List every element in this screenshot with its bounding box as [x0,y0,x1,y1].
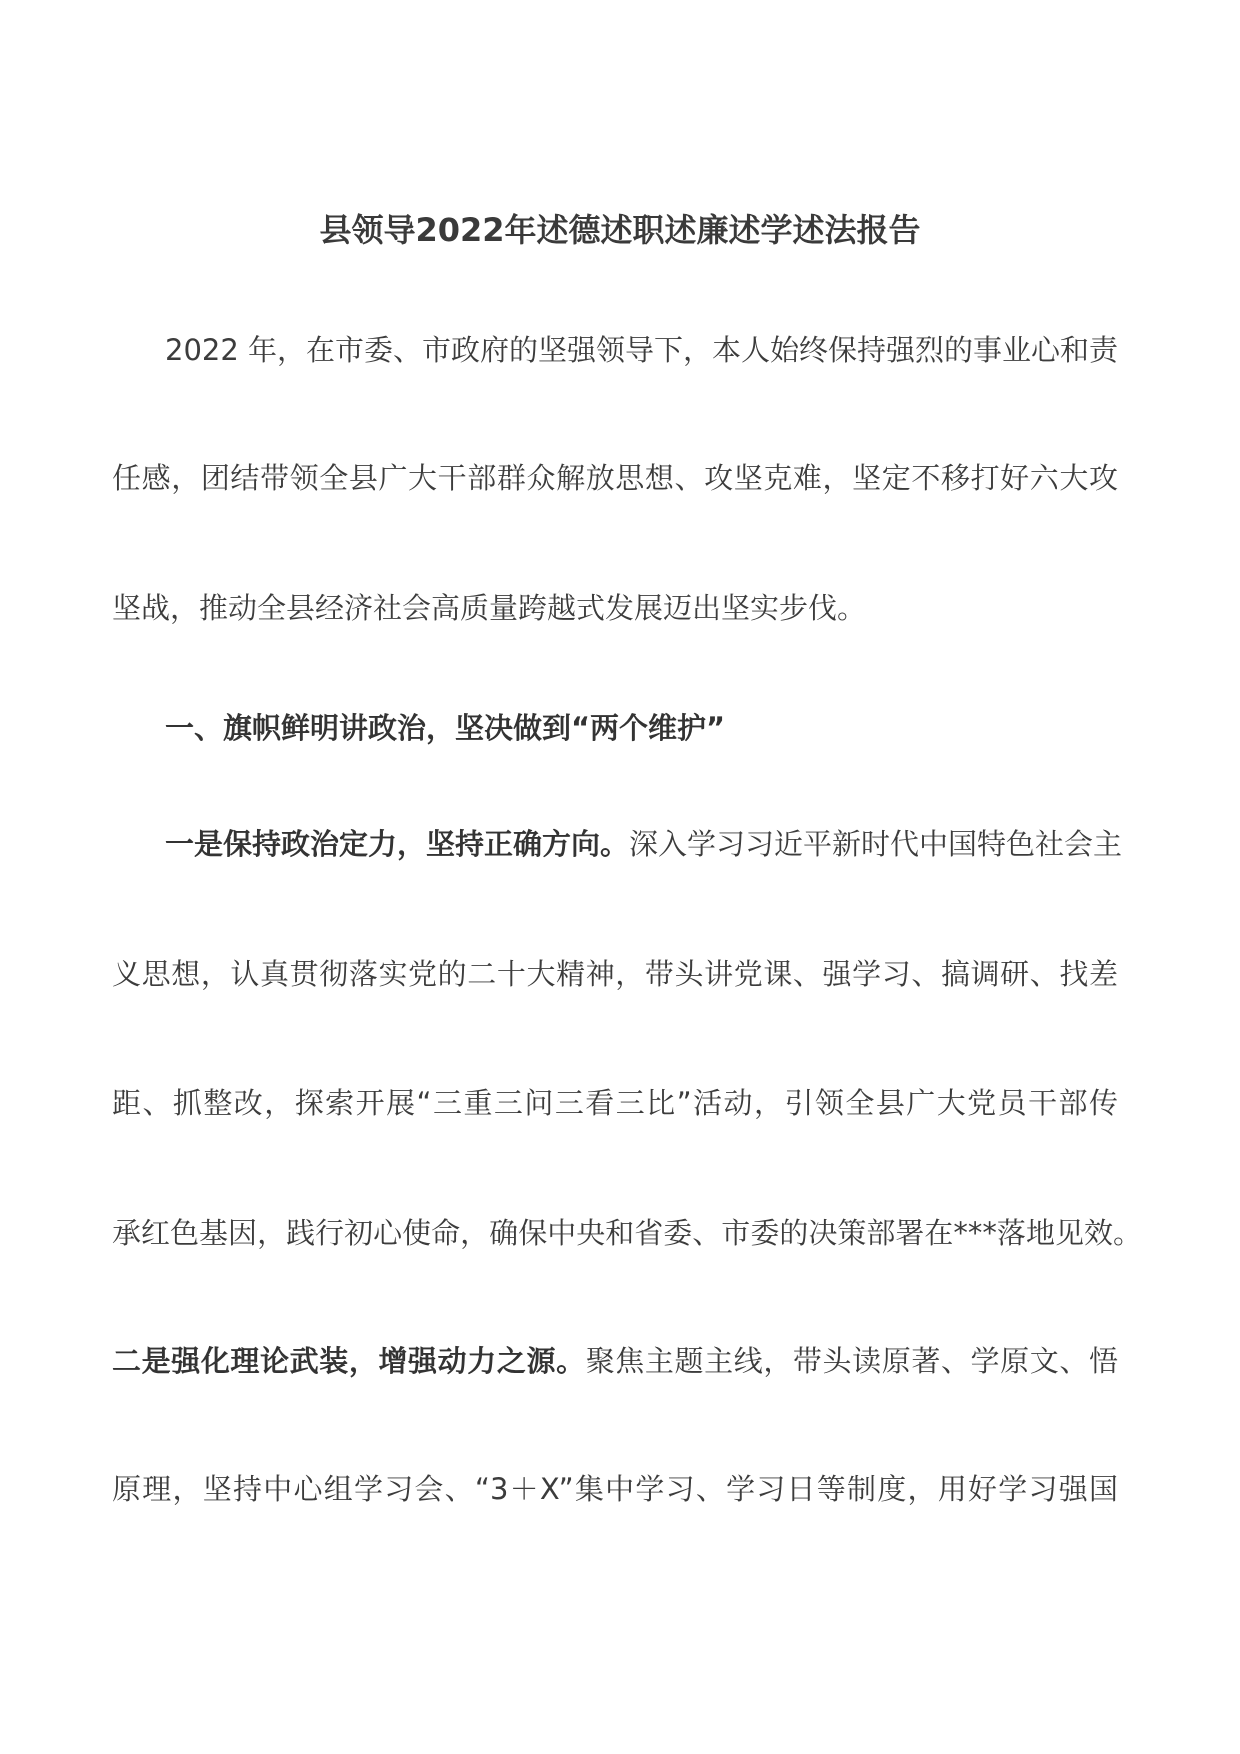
text: 深入学习习近平新时代中国特色社会主 [629,827,1123,861]
text: 2022 年，在市委、市政府的坚强领导下，本人始终保持强烈的事业心和责 [165,333,1119,367]
paragraph-line [112,954,1118,994]
paragraph-line [165,824,1123,864]
lead-text: 二是强化理论武装，增强动力之源。 [112,1344,586,1378]
text: 承红色基因，践行初心使命，确保中央和省委、市委的决策部署在***落地见效。 [112,1216,1142,1250]
text: 距、抓整改，探索开展“三重三问三看三比”活动，引领全县广大党员干部传 [112,1086,1118,1120]
lead-text: 一是保持政治定力，坚持正确方向。 [165,827,630,861]
section-heading [165,708,1118,748]
paragraph-line [112,1083,1118,1123]
text: 义思想，认真贯彻落实党的二十大精神，带头讲党课、强学习、搞调研、找差 [112,957,1118,991]
paragraph-line [112,1469,1118,1509]
text: 任感，团结带领全县广大干部群众解放思想、攻坚克难，坚定不移打好六大攻 [112,461,1118,495]
paragraph-line [112,588,1118,628]
text: 坚战，推动全县经济社会高质量跨越式发展迈出坚实步伐。 [112,591,867,625]
text: 聚焦主题主线，带头读原著、学原文、悟 [585,1344,1118,1378]
heading-text: 一、旗帜鲜明讲政治，坚决做到“两个维护” [165,711,726,745]
paragraph-line [112,1341,1118,1381]
document-title: 县领导2022年述德述职述廉述学述法报告 [319,211,921,249]
text: 原理，坚持中心组学习会、“3＋X”集中学习、学习日等制度，用好学习强国 [112,1472,1118,1506]
paragraph-line [112,458,1118,498]
paragraph-line [165,330,1118,370]
paragraph-line [112,1213,1142,1253]
